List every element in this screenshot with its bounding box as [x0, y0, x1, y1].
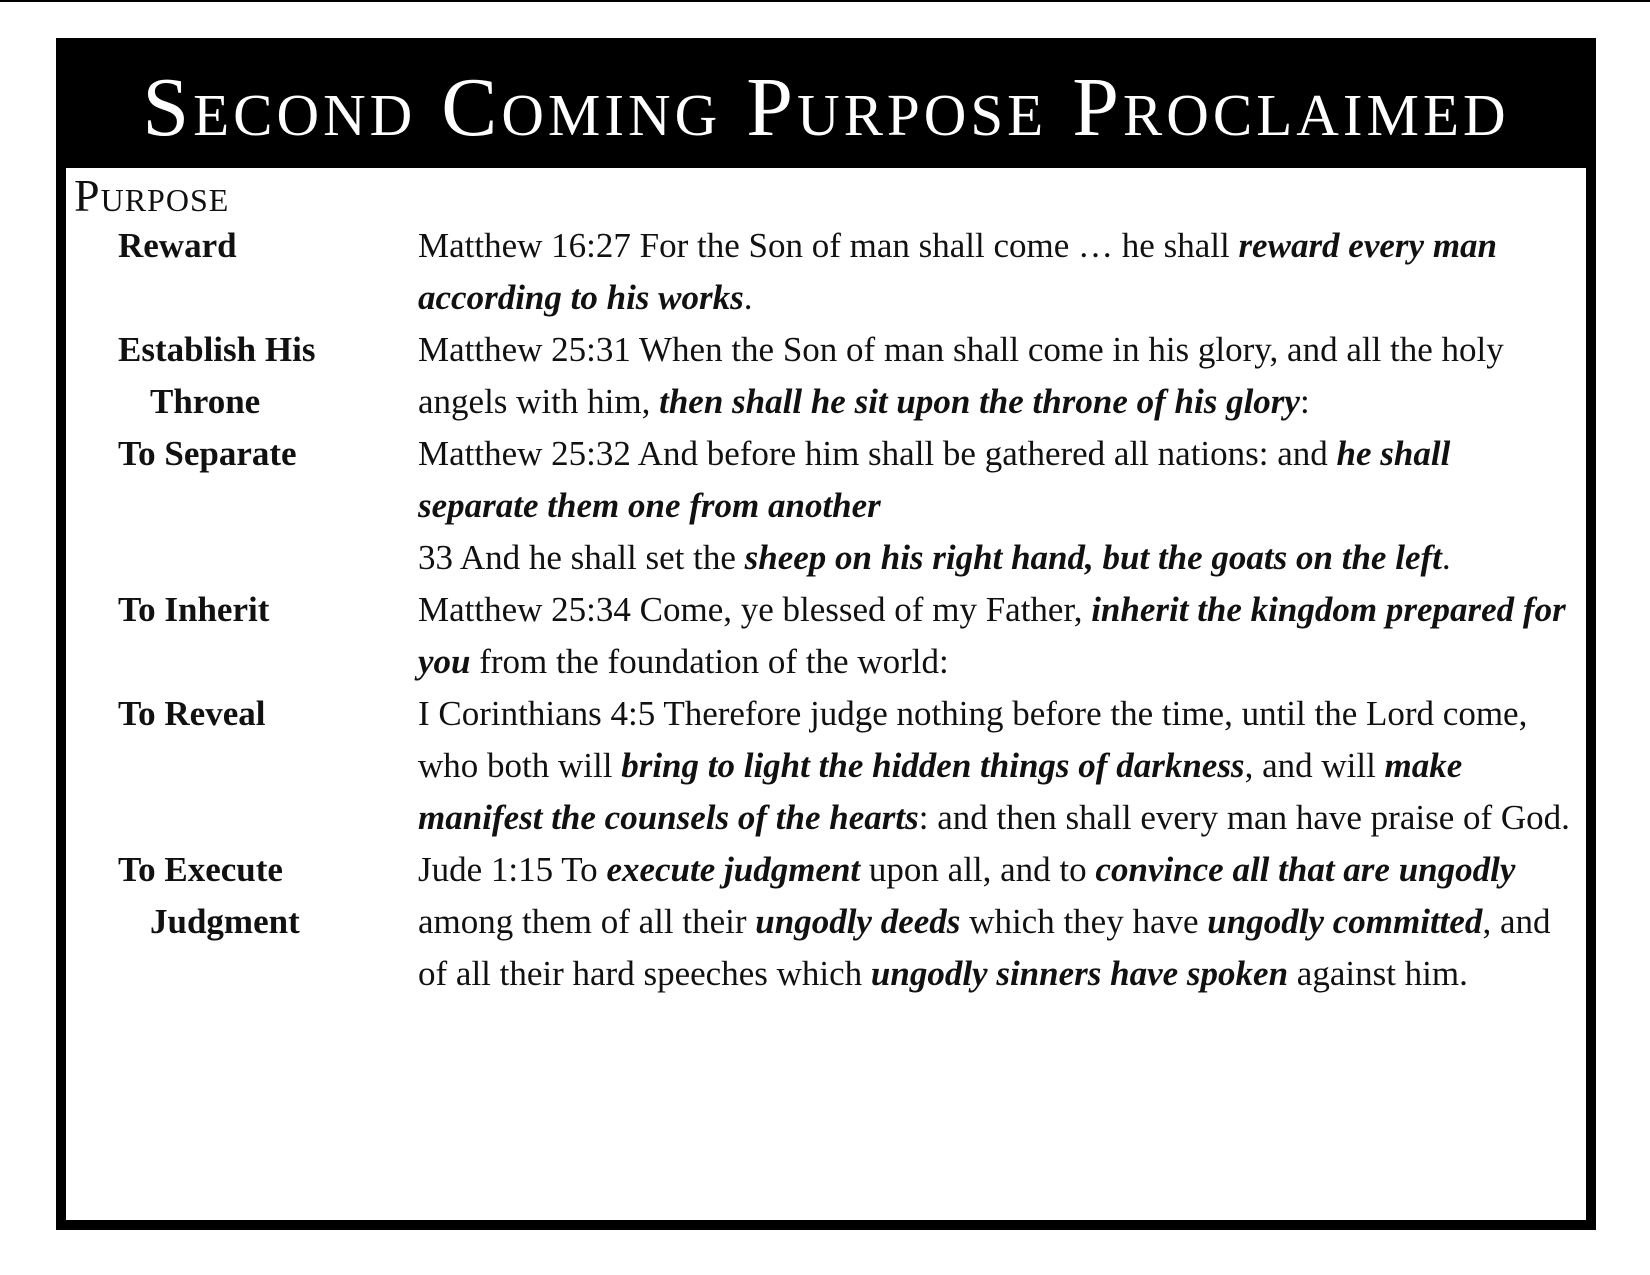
- verse-text: 33 And he shall set the: [418, 538, 745, 577]
- scripture-text: [418, 584, 1586, 688]
- purpose-term-line: Judgment: [150, 902, 300, 941]
- scripture-paragraph: [418, 220, 1576, 324]
- emphasized-text: make manifest the counsels of the hearts: [418, 746, 1463, 837]
- purpose-term: [66, 844, 418, 1000]
- verse-text: Matthew 25:31 When the Son of man shall come in his glory, and all the holy angels with him,: [418, 330, 1504, 421]
- scripture-paragraph: [418, 428, 1576, 532]
- scripture-paragraph: [418, 324, 1576, 428]
- scripture-paragraph: [418, 584, 1576, 688]
- purpose-term-line: To Execute: [118, 850, 283, 889]
- verse-text: Matthew 25:32 And before him shall be gathered all nations: and: [418, 434, 1337, 473]
- purpose-term-line: To Reveal: [118, 694, 266, 733]
- scripture-text: [418, 688, 1586, 844]
- verse-text: .: [1441, 538, 1451, 577]
- emphasized-text: inherit the kingdom prepared for you: [418, 590, 1566, 681]
- purpose-row: [66, 584, 1586, 688]
- verse-text: against him.: [1288, 954, 1468, 993]
- top-rule: [0, 0, 1650, 2]
- title-bar: [66, 48, 1586, 168]
- emphasized-text: ungodly deeds: [755, 902, 961, 941]
- emphasized-text: ungodly sinners have spoken: [870, 954, 1289, 993]
- section-heading: Purpose: [74, 170, 230, 221]
- page-title: Second Coming Purpose Proclaimed: [142, 61, 1510, 154]
- purpose-term-line: To Inherit: [118, 590, 270, 629]
- emphasized-text: bring to light the hidden things of darkness: [621, 746, 1245, 785]
- verse-text: upon all, and to: [860, 850, 1096, 889]
- emphasized-text: convince all that are ungodly: [1095, 850, 1516, 889]
- verse-text: which they have: [960, 902, 1208, 941]
- verse-text: , and of all their hard speeches which: [418, 902, 1551, 993]
- verse-text: Jude 1:15 To: [418, 850, 607, 889]
- scripture-text: [418, 428, 1586, 584]
- purpose-term-line: Throne: [150, 382, 261, 421]
- scripture-text: [418, 844, 1586, 1000]
- purpose-row: [66, 844, 1586, 1000]
- emphasized-text: he shall separate them one from another: [418, 434, 1451, 525]
- verse-text: among them of all their: [418, 902, 756, 941]
- emphasized-text: sheep on his right hand, but the goats on the left: [744, 538, 1442, 577]
- purpose-row: [66, 220, 1586, 324]
- purpose-term: [66, 324, 418, 428]
- purpose-term: [66, 220, 418, 324]
- scripture-paragraph: [418, 688, 1576, 844]
- scripture-paragraph: [418, 844, 1576, 1000]
- emphasized-text: then shall he sit upon the throne of his glory: [659, 382, 1300, 421]
- purpose-term-line: Reward: [118, 226, 237, 265]
- verse-text: Matthew 16:27 For the Son of man shall come … he shall: [418, 226, 1239, 265]
- purpose-term: [66, 584, 418, 688]
- purpose-row: [66, 428, 1586, 584]
- verse-text: I Corinthians 4:5 Therefore judge nothing before the time, until the Lord come, who both will: [418, 694, 1528, 785]
- emphasized-text: execute judgment: [606, 850, 861, 889]
- purpose-term-line: To Separate: [118, 434, 297, 473]
- content-frame: [56, 38, 1596, 1230]
- purpose-row: [66, 688, 1586, 844]
- scripture-text: [418, 324, 1586, 428]
- verse-text: Matthew 25:34 Come, ye blessed of my Father,: [418, 590, 1092, 629]
- scripture-text: [418, 220, 1586, 324]
- scripture-paragraph: [418, 532, 1576, 584]
- emphasized-text: reward every man according to his works: [418, 226, 1498, 317]
- verse-text: : and then shall every man have praise of God.: [918, 798, 1570, 837]
- verse-text: from the foundation of the world:: [470, 642, 949, 681]
- purpose-term-line: Establish His: [118, 330, 316, 369]
- verse-text: .: [743, 278, 753, 317]
- purpose-row: [66, 324, 1586, 428]
- emphasized-text: ungodly committed: [1207, 902, 1483, 941]
- verse-text: :: [1299, 382, 1310, 421]
- purpose-list: [66, 220, 1586, 1000]
- purpose-term: [66, 688, 418, 844]
- purpose-term: [66, 428, 418, 584]
- verse-text: , and will: [1244, 746, 1385, 785]
